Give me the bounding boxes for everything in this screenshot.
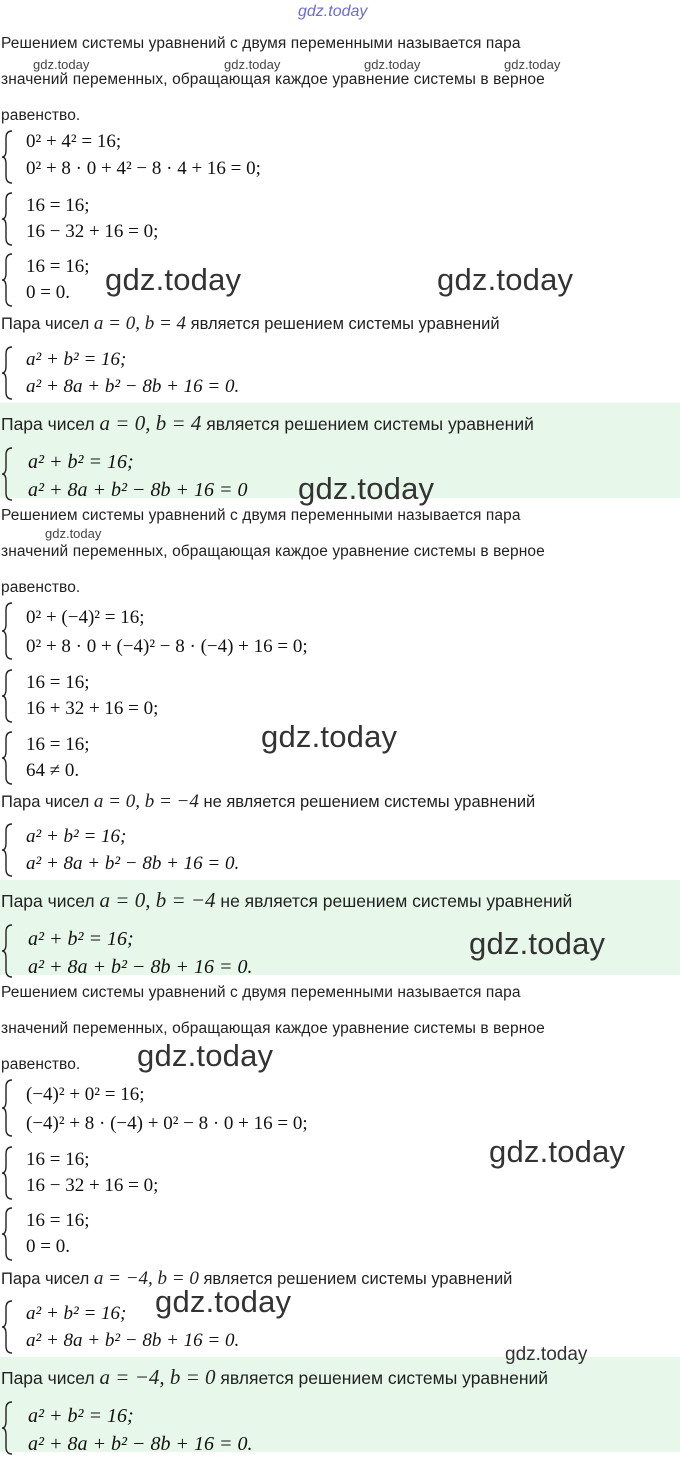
definition-line-2: значений переменных, обращающая каждое уравнение системы в верное: [1, 543, 545, 560]
conclusion-suffix: является решением системы уравнений: [190, 315, 500, 333]
equation-line: a² + b² = 16;: [28, 928, 134, 950]
left-brace-icon: [0, 1205, 14, 1263]
equation-line: a² + 8a + b² − 8b + 16 = 0.: [28, 956, 253, 978]
watermark-small: gdz.today: [364, 57, 421, 72]
equation-line: a² + 8a + b² − 8b + 16 = 0.: [26, 376, 240, 397]
conclusion-prefix: Пара чисел: [1, 793, 90, 811]
equation-line: 16 = 16;: [26, 1149, 90, 1170]
equation-line: 16 = 16;: [26, 256, 90, 277]
definition-line-2: значений переменных, обращающая каждое уравнение системы в верное: [1, 71, 545, 88]
answer-math: a = −4, b = 0: [99, 1365, 216, 1389]
left-brace-icon: [0, 190, 14, 248]
equation-line: 16 = 16;: [26, 1210, 90, 1231]
equation-line: 0² + 4² = 16;: [26, 131, 122, 152]
answer-line: [1, 888, 572, 913]
left-brace-icon: [0, 251, 14, 309]
left-brace-icon: [0, 1144, 14, 1202]
equation-line: a² + b² = 16;: [26, 1303, 127, 1324]
equation-line: a² + 8a + b² − 8b + 16 = 0.: [26, 853, 240, 874]
equation-line: a² + b² = 16;: [26, 349, 127, 370]
watermark-large: gdz.today: [469, 926, 606, 961]
equation-line: 16 = 16;: [26, 195, 90, 216]
definition-line-3: равенство.: [1, 1056, 81, 1073]
equation-line: a² + 8a + b² − 8b + 16 = 0.: [28, 1433, 253, 1455]
left-brace-icon: [0, 1298, 14, 1356]
watermark-medium: gdz.today: [505, 1344, 588, 1365]
left-brace-icon: [0, 1077, 14, 1139]
left-brace-icon: [0, 128, 14, 186]
left-brace-icon: [0, 729, 14, 787]
definition-line-3: равенство.: [1, 107, 81, 124]
conclusion-math: a = −4, b = 0: [93, 1268, 199, 1289]
equation-line: 0² + (−4)² = 16;: [26, 607, 145, 628]
answer-line: [1, 411, 534, 436]
conclusion-line: [1, 791, 535, 813]
definition-line-3: равенство.: [1, 579, 81, 596]
watermark-large: gdz.today: [155, 1284, 292, 1319]
conclusion-math: a = 0, b = −4: [93, 791, 199, 812]
watermark-large: gdz.today: [489, 1134, 626, 1169]
conclusion-math: a = 0, b = 4: [93, 313, 187, 334]
left-brace-icon: [0, 344, 14, 402]
watermark-small: gdz.today: [224, 57, 281, 72]
conclusion-prefix: Пара чисел: [1, 1270, 90, 1288]
conclusion-prefix: Пара чисел: [1, 315, 90, 333]
equation-line: 16 + 32 + 16 = 0;: [26, 698, 159, 719]
equation-line: (−4)² + 8 · (−4) + 0² − 8 · 0 + 16 = 0;: [26, 1113, 308, 1134]
left-brace-icon: [0, 922, 14, 980]
equation-line: 16 = 16;: [26, 672, 90, 693]
watermark-large: gdz.today: [298, 471, 435, 506]
watermark-large: gdz.today: [437, 262, 574, 297]
equation-line: a² + 8a + b² − 8b + 16 = 0.: [26, 1330, 240, 1351]
watermark-large: gdz.today: [105, 262, 242, 297]
left-brace-icon: [0, 1399, 14, 1457]
equation-line: 0 = 0.: [26, 282, 70, 303]
equation-line: (−4)² + 0² = 16;: [26, 1084, 145, 1105]
watermark-small: gdz.today: [504, 57, 561, 72]
answer-prefix: Пара чисел: [1, 1368, 95, 1388]
answer-math: a = 0, b = 4: [99, 411, 202, 435]
equation-line: a² + b² = 16;: [28, 1405, 134, 1427]
answer-panel: [0, 1357, 680, 1455]
answer-suffix: является решением системы уравнений: [206, 414, 534, 434]
watermark-small: gdz.today: [33, 57, 90, 72]
conclusion-suffix: является решением системы уравнений: [203, 1270, 513, 1288]
answer-prefix: Пара чисел: [1, 414, 95, 434]
equation-line: a² + 8a + b² − 8b + 16 = 0: [28, 479, 248, 501]
definition-line-1: Решением системы уравнений с двумя переменными называется пара: [1, 35, 521, 52]
definition-line-1: Решением системы уравнений с двумя переменными называется пара: [1, 507, 521, 524]
watermark-large: gdz.today: [261, 719, 398, 754]
watermark-top: gdz.today: [298, 3, 368, 20]
left-brace-icon: [0, 821, 14, 879]
equation-line: a² + b² = 16;: [28, 451, 134, 473]
conclusion-suffix: не является решением системы уравнений: [203, 793, 536, 811]
answer-suffix: не является решением системы уравнений: [220, 891, 573, 911]
equation-line: 16 − 32 + 16 = 0;: [26, 1175, 159, 1196]
equation-line: 0 = 0.: [26, 1236, 70, 1257]
answer-prefix: Пара чисел: [1, 891, 95, 911]
equation-line: 16 − 32 + 16 = 0;: [26, 221, 159, 242]
conclusion-line: [1, 313, 500, 335]
left-brace-icon: [0, 445, 14, 503]
answer-line: [1, 1365, 548, 1390]
watermark-small: gdz.today: [45, 526, 102, 541]
left-brace-icon: [0, 600, 14, 662]
definition-line-1: Решением системы уравнений с двумя переменными называется пара: [1, 984, 521, 1001]
watermark-large: gdz.today: [137, 1038, 274, 1073]
definition-line-2: значений переменных, обращающая каждое уравнение системы в верное: [1, 1020, 545, 1037]
left-brace-icon: [0, 667, 14, 725]
equation-line: 64 ≠ 0.: [26, 760, 80, 781]
equation-line: a² + b² = 16;: [26, 826, 127, 847]
answer-math: a = 0, b = −4: [99, 888, 216, 912]
equation-line: 16 = 16;: [26, 734, 90, 755]
equation-line: 0² + 8 · 0 + (−4)² − 8 · (−4) + 16 = 0;: [26, 636, 308, 657]
equation-line: 0² + 8 · 0 + 4² − 8 · 4 + 16 = 0;: [26, 158, 261, 179]
answer-suffix: является решением системы уравнений: [220, 1368, 549, 1388]
